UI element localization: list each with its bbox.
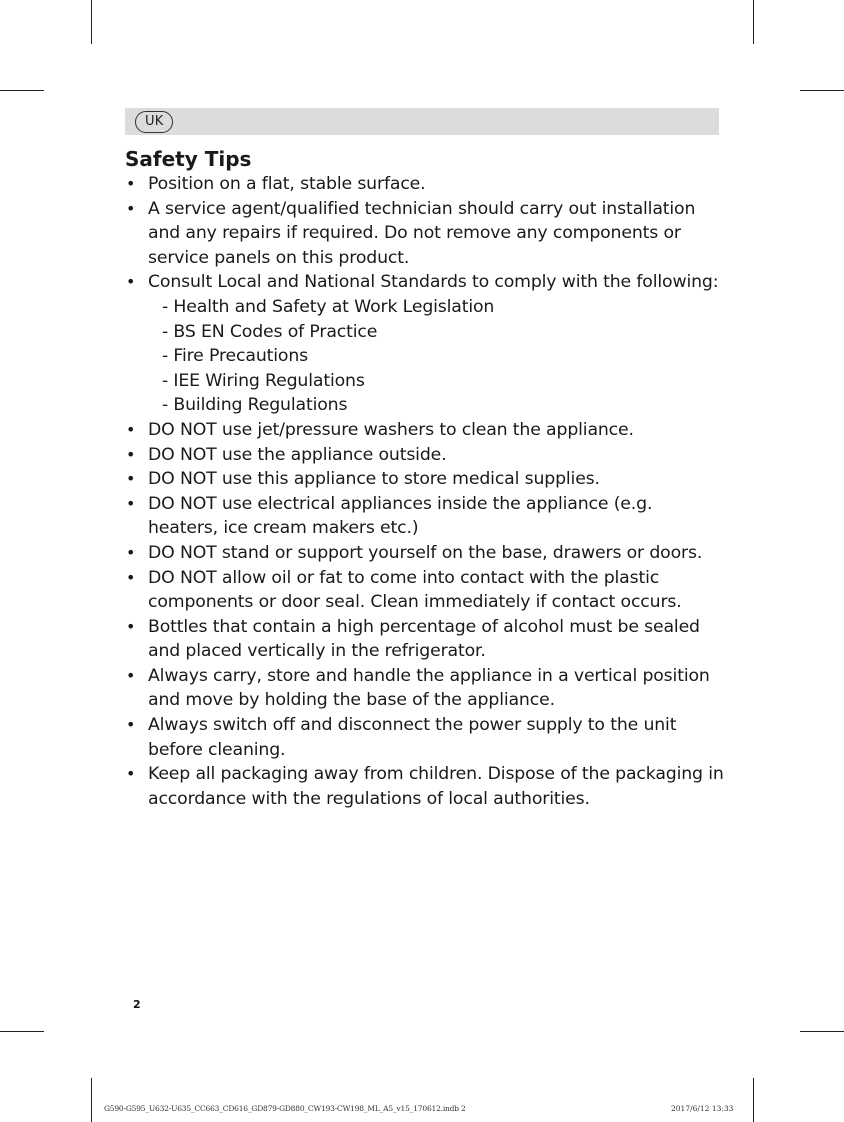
list-item-text: DO NOT use electrical appliances inside the appliance (e.g. heaters, ice cream makers etc.) <box>148 493 653 539</box>
bullet-icon: • <box>126 469 136 489</box>
bullet-icon: • <box>126 616 136 636</box>
list-item <box>125 443 725 468</box>
language-badge: UK <box>135 111 173 133</box>
sublist-item: - IEE Wiring Regulations <box>162 370 365 391</box>
crop-mark-left-top <box>0 90 44 91</box>
standards-sublist <box>148 295 725 418</box>
list-item-text: Position on a flat, stable surface. <box>148 174 426 194</box>
footer-file-name: G590-G595_U632-U635_CC663_CD616_GD879-GD880_CW193-CW198_ML_A5_v15_170612.indb 2 <box>104 1104 466 1113</box>
section-title: Safety Tips <box>125 147 252 171</box>
language-band <box>125 108 719 135</box>
list-item-text: Always carry, store and handle the appliance in a vertical position and move by holding the base of the appliance. <box>148 665 710 711</box>
crop-mark-right-top <box>800 90 844 91</box>
bullet-icon: • <box>126 272 136 292</box>
list-item <box>125 172 725 197</box>
list-item <box>125 566 725 615</box>
safety-tips-list <box>125 172 725 811</box>
list-item-text: A service agent/qualified technician should carry out installation and any repairs if required. Do not remove any components or service panels on this product. <box>148 198 696 268</box>
list-item <box>125 615 725 664</box>
safety-tips-section <box>125 146 725 811</box>
sublist-item: - Building Regulations <box>162 395 348 416</box>
list-item <box>125 197 725 271</box>
sublist-item: - BS EN Codes of Practice <box>162 321 378 342</box>
crop-mark-right-bottom <box>800 1031 844 1032</box>
bullet-icon: • <box>126 444 136 464</box>
sublist-item: - Health and Safety at Work Legislation <box>162 296 495 317</box>
list-item <box>125 762 725 811</box>
page-number: 2 <box>133 998 141 1011</box>
list-item-text: Keep all packaging away from children. Dispose of the packaging in accordance with the regulations of local authorities. <box>148 764 724 809</box>
bullet-icon: • <box>126 665 136 685</box>
crop-mark-bottom-left <box>91 1078 92 1122</box>
list-item-text: DO NOT stand or support yourself on the base, drawers or doors. <box>148 542 703 563</box>
list-item <box>125 418 725 443</box>
list-item <box>125 467 725 492</box>
list-item-text: Always switch off and disconnect the power supply to the unit before cleaning. <box>148 715 677 760</box>
list-item <box>125 270 725 418</box>
sublist-item: - Fire Precautions <box>162 346 308 367</box>
list-item-text: DO NOT use jet/pressure washers to clean the appliance. <box>148 419 634 440</box>
crop-mark-top-left <box>91 0 92 44</box>
bullet-icon: • <box>126 567 136 587</box>
list-item-text: DO NOT use this appliance to store medical supplies. <box>148 469 600 490</box>
list-item <box>125 541 725 566</box>
bullet-icon: • <box>126 174 136 193</box>
crop-mark-top-right <box>753 0 754 44</box>
bullet-icon: • <box>126 419 136 439</box>
crop-mark-left-bottom <box>0 1031 44 1032</box>
list-item <box>125 664 725 713</box>
bullet-icon: • <box>126 493 136 513</box>
crop-mark-bottom-right <box>753 1078 754 1122</box>
bullet-icon: • <box>126 764 136 784</box>
list-item-text: DO NOT use the appliance outside. <box>148 444 447 465</box>
list-item-text: Consult Local and National Standards to comply with the following: <box>148 272 719 293</box>
list-item <box>125 713 725 762</box>
bullet-icon: • <box>126 715 136 735</box>
footer-timestamp: 2017/6/12 13:33 <box>671 1104 734 1113</box>
list-item-text: DO NOT allow oil or fat to come into contact with the plastic components or door seal. Clean immediately if contact occurs. <box>148 567 682 613</box>
list-item <box>125 492 725 541</box>
list-item-text: Bottles that contain a high percentage of alcohol must be sealed and placed vertically in the refrigerator. <box>148 616 700 662</box>
bullet-icon: • <box>126 198 136 218</box>
bullet-icon: • <box>126 542 136 562</box>
